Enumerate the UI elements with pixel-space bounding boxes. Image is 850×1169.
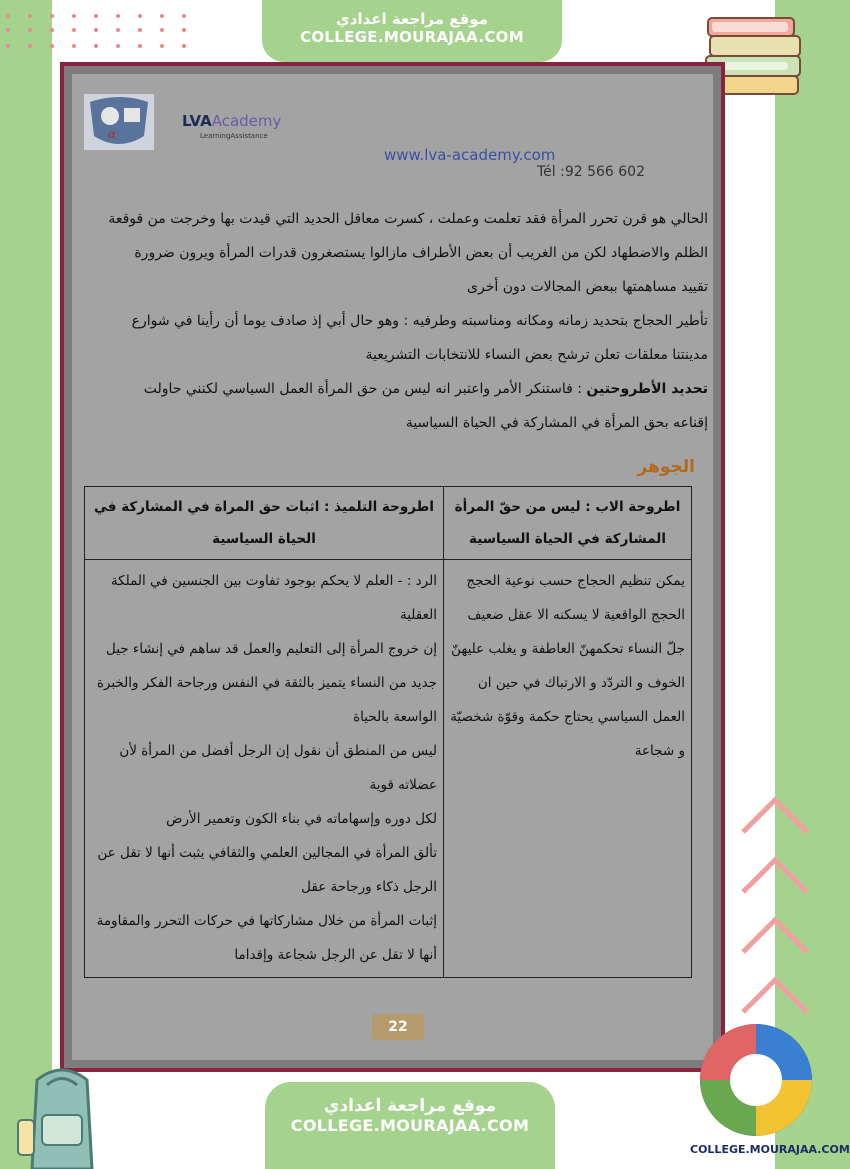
brand-bold: LVA [182, 112, 212, 130]
intro-paragraph-1: الحالي هو قرن تحرر المرأة فقد تعلمت وعملت ، كسرت معاقل الحديد التي قيدت بها وخرجت من قوقعة الظلم والاضطهاد لكن من الغريب أن بعض الأطراف مازالوا يستصغرون قدرات المرأة ويرون ضرورة تقييد مساهمتها ببعض المجالات دون أخرى [108, 211, 708, 295]
father-argument: جلّ النساء تحكمهنّ العاطفة و يغلب عليهنّ الخوف و التردّد و الارتباك في حين ان العمل السياسي يحتاج حكمة وقوّة شخصيّة و شجاعة [450, 641, 685, 759]
school-subjects-circle-logo-icon [696, 1020, 816, 1140]
left-green-strip [0, 0, 52, 1169]
banner-url[interactable]: COLLEGE.MOURAJAA.COM [290, 1116, 530, 1135]
intro-paragraph-3 [108, 372, 708, 440]
father-argument: الحجج الواقعية لا يسكنه الا عقل ضعيف [467, 607, 685, 623]
table-body-row [85, 560, 692, 978]
student-argument: تألق المرأة في المجالين العلمي والثقافي يثبت أنها لا تقل عن الرجل ذكاء ورجاحة عقل [97, 845, 437, 895]
svg-text:α: α [108, 127, 117, 141]
student-argument: ليس من المنطق أن نقول إن الرجل أفضل من المرأة لأن عضلاته قوية [119, 743, 437, 793]
student-thesis-header: اطروحة التلميذ : اثبات حق المراة في المشاركة في الحياة السياسية [85, 487, 444, 560]
bottom-site-banner[interactable] [265, 1082, 555, 1169]
thesis-text: : فاستنكر الأمر واعتبر انه ليس من حق المرأة العمل السياسي لكنني حاولت إقناعه بحق المرأة في المشاركة في الحياة السياسية [143, 381, 708, 431]
student-argument: الرد : - العلم لا يحكم بوجود تفاوت بين الجنسين في الملكة العقلية [110, 573, 437, 623]
father-argument: يمكن تنظيم الحجاج حسب نوعية الحجج [466, 573, 685, 589]
lva-logo-icon [82, 92, 156, 152]
student-argument: لكل دوره وإسهاماته في بناء الكون وتعمير الأرض [166, 811, 437, 827]
backpack-icon [12, 1060, 112, 1169]
banner-arabic-title: موقع مراجعة اعدادي [323, 1096, 497, 1116]
brand-subtitle: LearningAssistance [200, 132, 268, 140]
scanned-document-page [60, 62, 725, 1072]
lva-brand [182, 112, 281, 130]
academy-website: www.lva-academy.com [384, 146, 556, 164]
scanned-page-content [72, 74, 713, 1060]
intro-paragraph-2: تأطير الحجاج بتحديد زمانه ومكانه ومناسبته وطرفيه : وهو حال أبي إذ صادف يوما أن رأينا في شوارع مدينتنا معلقات تعلن ترشح بعض النساء للانتخابات التشريعية [131, 313, 708, 363]
thesis-comparison-table [84, 486, 692, 978]
brand-rest: Academy [211, 112, 282, 130]
circle-logo-caption: COLLEGE.MOURAJAA.COM [690, 1143, 850, 1156]
banner-arabic-title: موقع مراجعة اعدادي [336, 10, 488, 28]
top-site-banner[interactable] [262, 0, 562, 62]
student-arguments-cell [85, 560, 444, 978]
table-header-row [85, 487, 692, 560]
page-number: 22 [372, 1014, 424, 1040]
decorative-dots [6, 14, 206, 64]
thesis-label: تحديد الأطروحتين [586, 381, 708, 397]
student-argument: إن خروج المرأة إلى التعليم والعمل قد ساهم في إنشاء جيل جديد من النساء يتميز بالثقة في النفس ورجاحة الفكر والخبرة الواسعة بالحياة [96, 641, 437, 725]
father-thesis-header: اطروحة الاب : ليس من حقّ المرأة المشاركة في الحياة السياسية [444, 487, 692, 560]
banner-url[interactable]: COLLEGE.MOURAJAA.COM [300, 28, 524, 46]
father-arguments-cell [444, 560, 692, 978]
student-argument: إثبات المرأة من خلال مشاركاتها في حركات التحرر والمقاومة أنها لا تقل عن الرجل شجاعة وإقداما [96, 913, 437, 963]
academy-phone: Tél :92 566 602 [537, 164, 646, 180]
section-title: الجوهر [637, 457, 695, 477]
